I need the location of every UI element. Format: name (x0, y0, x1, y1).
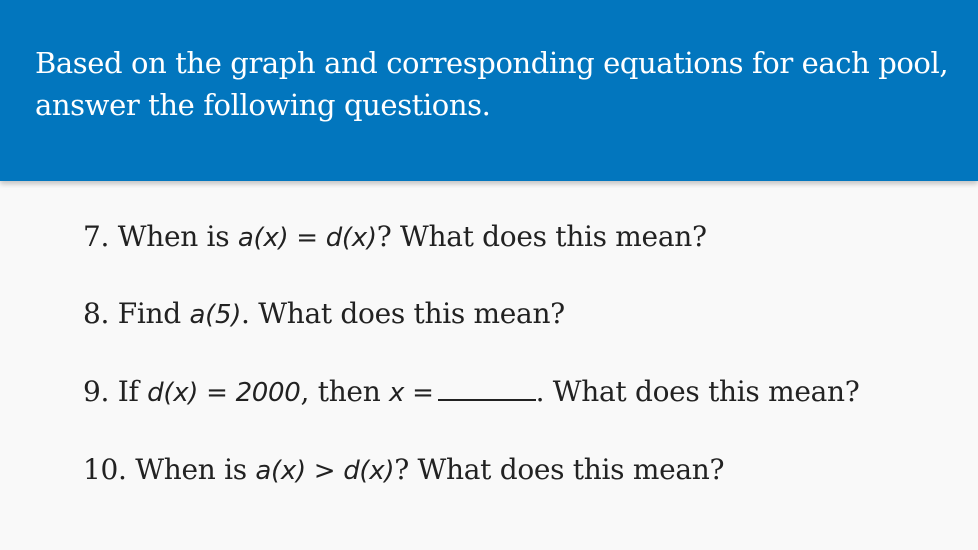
math-expression: a(x) > d(x) (255, 456, 395, 486)
question-prefix: When is (117, 220, 230, 253)
question-middle: , then (300, 375, 381, 408)
question-prefix: Find (117, 297, 181, 330)
question-suffix: ? What does this mean? (376, 220, 707, 253)
question-suffix: ? What does this mean? (394, 453, 725, 486)
question-prefix: When is (135, 453, 247, 486)
question-number: 10. (83, 453, 127, 486)
question-prefix: If (117, 375, 139, 408)
question-suffix: . What does this mean? (241, 297, 565, 330)
question-suffix: . What does this mean? (535, 375, 860, 408)
question-number: 8. (83, 297, 110, 330)
question-9 (83, 375, 859, 410)
math-expression: a(5) (189, 300, 242, 330)
question-10 (83, 453, 724, 488)
math-expression: a(x) = d(x) (237, 223, 377, 253)
question-number: 7. (83, 220, 110, 253)
math-expression: d(x) = 2000 (147, 378, 301, 408)
slide-title: Based on the graph and corresponding equations for each pool, answer the following questions. (35, 46, 949, 122)
answer-blank (438, 375, 536, 401)
math-expression: x = (389, 378, 434, 408)
question-7 (83, 220, 707, 255)
question-list (83, 0, 963, 550)
question-number: 9. (83, 375, 110, 408)
question-8 (83, 297, 565, 332)
